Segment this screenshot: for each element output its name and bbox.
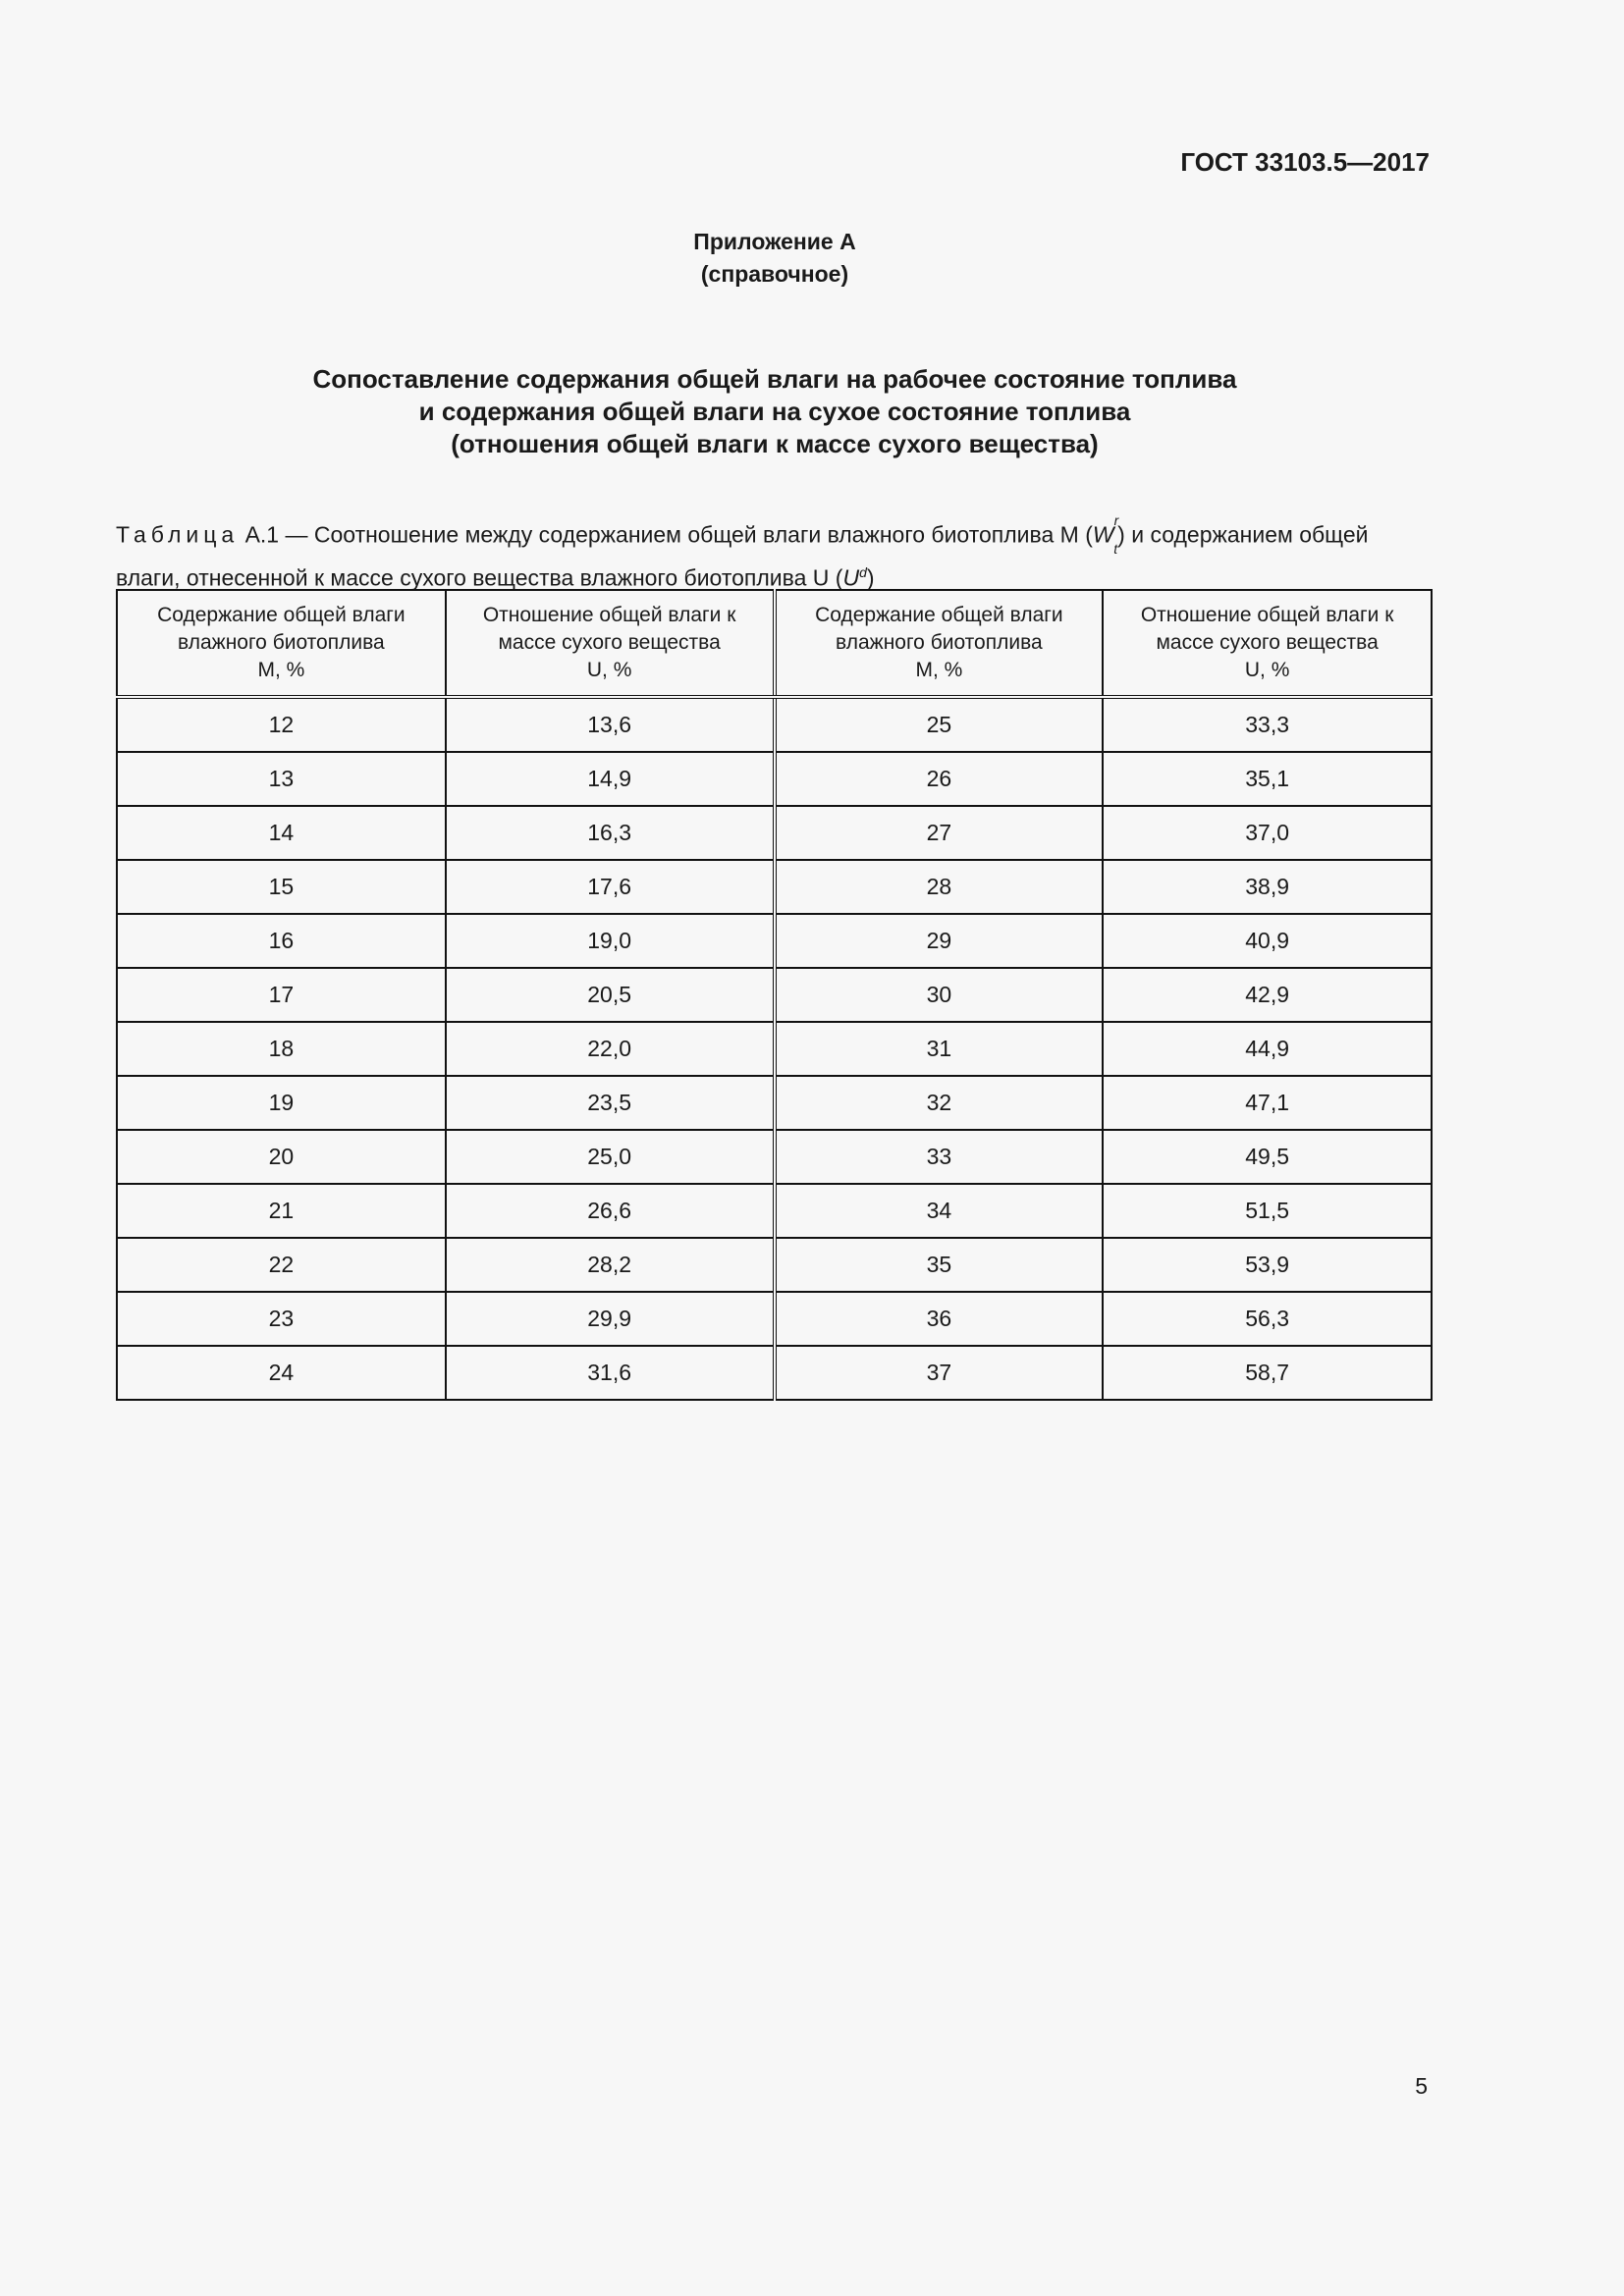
column-header-line: М, % (257, 659, 305, 681)
table-row (117, 752, 1432, 806)
column-header-line: М, % (915, 659, 963, 681)
table-cell: 25 (775, 697, 1104, 752)
table-cell: 34 (775, 1184, 1104, 1238)
table-cell: 21 (117, 1184, 446, 1238)
table-cell: 23 (117, 1292, 446, 1346)
appendix-heading (0, 226, 1549, 291)
column-header-line: U, % (586, 659, 632, 681)
table-row (117, 697, 1432, 752)
table-cell: 56,3 (1103, 1292, 1432, 1346)
table-cell: 27 (775, 806, 1104, 860)
table-cell: 37 (775, 1346, 1104, 1400)
table-cell: 14 (117, 806, 446, 860)
column-header-line: Содержание общей влаги (815, 604, 1063, 626)
table-cell: 51,5 (1103, 1184, 1432, 1238)
table-cell: 25,0 (446, 1130, 775, 1184)
table-cell: 58,7 (1103, 1346, 1432, 1400)
table-cell: 14,9 (446, 752, 775, 806)
dry-moisture-superscript: d (859, 564, 867, 581)
table-row (117, 806, 1432, 860)
table-row (117, 1184, 1432, 1238)
document-code: ГОСТ 33103.5—2017 (1180, 147, 1430, 177)
column-header (117, 590, 446, 697)
appendix-type: (справочное) (700, 261, 849, 287)
table-caption-label: Таблица (116, 521, 240, 548)
table-row (117, 1346, 1432, 1400)
table-cell: 28 (775, 860, 1104, 914)
page-number: 5 (1415, 2073, 1428, 2099)
table-row (117, 914, 1432, 968)
table-row (117, 860, 1432, 914)
table-header-row (117, 590, 1432, 697)
section-title-line: и содержания общей влаги на сухое состояние топлива (418, 397, 1131, 426)
table-cell: 22 (117, 1238, 446, 1292)
table-caption (116, 514, 1432, 593)
table-caption-text: А.1 — Соотношение между содержанием общей влаги влажного биотоплива М ( (239, 521, 1093, 548)
table-cell: 22,0 (446, 1022, 775, 1076)
table-row (117, 1292, 1432, 1346)
table-cell: 26,6 (446, 1184, 775, 1238)
table-cell: 44,9 (1103, 1022, 1432, 1076)
table-cell: 35,1 (1103, 752, 1432, 806)
table-row (117, 1238, 1432, 1292)
table-cell: 16,3 (446, 806, 775, 860)
section-title-line: Сопоставление содержания общей влаги на рабочее состояние топлива (312, 364, 1237, 394)
table-cell: 16 (117, 914, 446, 968)
table-cell: 19 (117, 1076, 446, 1130)
table-row (117, 1022, 1432, 1076)
table-body (117, 697, 1432, 1400)
table-cell: 33 (775, 1130, 1104, 1184)
table-cell: 29 (775, 914, 1104, 968)
table-cell: 13 (117, 752, 446, 806)
table-row (117, 1076, 1432, 1130)
appendix-title: Приложение А (693, 229, 856, 254)
table-row (117, 1130, 1432, 1184)
table-cell: 30 (775, 968, 1104, 1022)
moisture-symbol: $W^r_t$ (1092, 512, 1119, 558)
column-header (1103, 590, 1432, 697)
table-cell: 18 (117, 1022, 446, 1076)
table-cell: 13,6 (446, 697, 775, 752)
table-cell: 47,1 (1103, 1076, 1432, 1130)
table-cell: 24 (117, 1346, 446, 1400)
column-header-line: влажного биотоплива (836, 631, 1043, 654)
table-cell: 36 (775, 1292, 1104, 1346)
column-header-line: Содержание общей влаги (157, 604, 406, 626)
moisture-table (116, 589, 1433, 1401)
column-header (446, 590, 775, 697)
table-cell: 17,6 (446, 860, 775, 914)
table-cell: 19,0 (446, 914, 775, 968)
table-cell: 33,3 (1103, 697, 1432, 752)
table-cell: 28,2 (446, 1238, 775, 1292)
column-header-line: Отношение общей влаги к (482, 604, 736, 626)
table-cell: 32 (775, 1076, 1104, 1130)
table-row (117, 968, 1432, 1022)
table-cell: 17 (117, 968, 446, 1022)
table-cell: 20,5 (446, 968, 775, 1022)
table-cell: 31,6 (446, 1346, 775, 1400)
table-cell: 42,9 (1103, 968, 1432, 1022)
table-cell: 23,5 (446, 1076, 775, 1130)
table-cell: 40,9 (1103, 914, 1432, 968)
table-cell: 53,9 (1103, 1238, 1432, 1292)
section-title (0, 363, 1549, 460)
column-header-line: Отношение общей влаги к (1140, 604, 1394, 626)
table-cell: 31 (775, 1022, 1104, 1076)
section-title-line: (отношения общей влаги к массе сухого вещества) (451, 429, 1099, 458)
table-cell: 20 (117, 1130, 446, 1184)
column-header-line: U, % (1244, 659, 1290, 681)
column-header-line: влажного биотоплива (178, 631, 385, 654)
table-cell: 35 (775, 1238, 1104, 1292)
table-cell: 29,9 (446, 1292, 775, 1346)
column-header (775, 590, 1104, 697)
table-cell: 15 (117, 860, 446, 914)
table-cell: 49,5 (1103, 1130, 1432, 1184)
table-cell: 38,9 (1103, 860, 1432, 914)
table-cell: 37,0 (1103, 806, 1432, 860)
column-header-line: массе сухого вещества (1156, 631, 1379, 654)
column-header-line: массе сухого вещества (498, 631, 721, 654)
table-cell: 26 (775, 752, 1104, 806)
dry-moisture-symbol: U (842, 564, 860, 591)
table-cell: 12 (117, 697, 446, 752)
table-caption-text: ) и содержанием общей влаги, отнесенной к массе сухого вещества влажного биотоплива U ( (116, 521, 1369, 591)
table-caption-text: ) (866, 564, 875, 591)
